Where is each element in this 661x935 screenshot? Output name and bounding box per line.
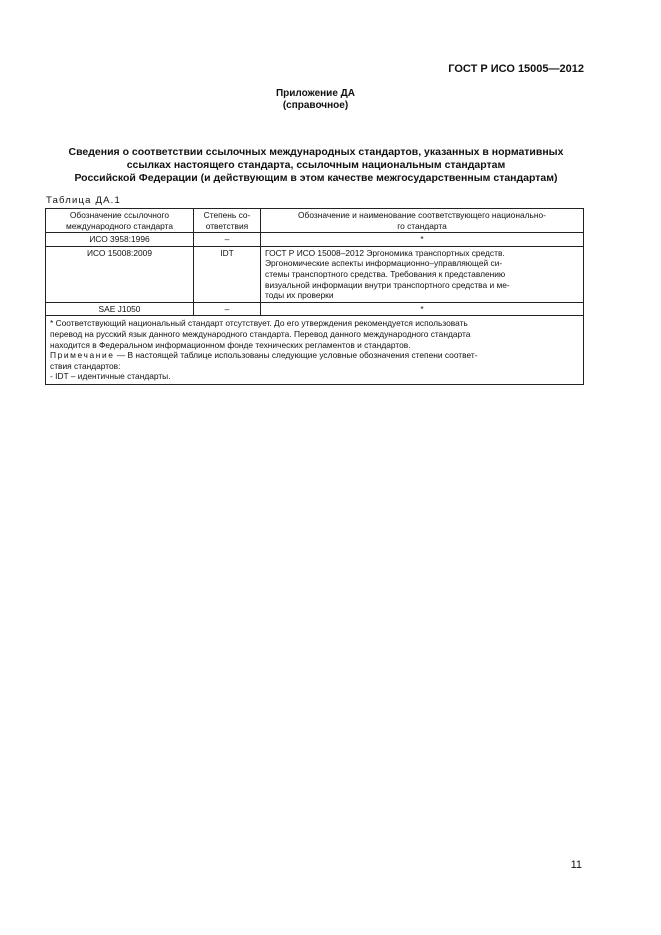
cell-national-standard: * bbox=[261, 302, 584, 316]
cell-degree: – bbox=[194, 233, 261, 247]
table-header-row bbox=[46, 209, 584, 233]
page-number: 11 bbox=[570, 859, 582, 871]
header-degree bbox=[194, 209, 261, 233]
table-footnote bbox=[46, 316, 584, 385]
table-footnote-row bbox=[46, 316, 584, 385]
cell-line: тоды их проверки bbox=[265, 290, 334, 301]
header-line: Обозначение и наименование соответствующего национально- bbox=[298, 210, 546, 220]
cell-national-standard: * bbox=[261, 233, 584, 247]
section-title bbox=[40, 146, 592, 185]
section-title-line: ссылках настоящего стандарта, ссылочным национальным стандартам bbox=[126, 159, 506, 171]
cell-ref-standard: SAE J1050 bbox=[46, 302, 194, 316]
table-row bbox=[46, 233, 584, 247]
cell-ref-standard: ИСО 3958:1996 bbox=[46, 233, 194, 247]
annex-subtitle: (справочное) bbox=[282, 100, 349, 111]
footnote-line: * Соответствующий национальный стандарт отсутствует. До его утверждения рекомендуется использовать bbox=[50, 318, 468, 329]
header-ref-standard bbox=[46, 209, 194, 233]
cell-line: ГОСТ Р ИСО 15008–2012 Эргономика транспортных средств. bbox=[265, 247, 505, 258]
cell-line: стемы транспортного средства. Требования к представлению bbox=[265, 268, 506, 279]
section-title-line: Сведения о соответствии ссылочных международных стандартов, указанных в нормативных bbox=[68, 146, 564, 158]
table-caption: Таблица ДА.1 bbox=[46, 195, 121, 206]
note-line: ствия стандартов: bbox=[50, 360, 121, 371]
document-code: ГОСТ Р ИСО 15005—2012 bbox=[448, 63, 584, 75]
header-national-standard bbox=[261, 209, 584, 233]
header-line: международного стандарта bbox=[65, 220, 174, 231]
header-line: Степень со- bbox=[203, 210, 251, 220]
cell-line: визуальной информации внутри транспортного средства и ме- bbox=[265, 279, 510, 290]
section-title-line: Российской Федерации (и действующим в этом качестве межгосударственным стандартам) bbox=[74, 172, 558, 184]
note-text: — В настоящей таблице использованы следующие условные обозначения степени соответ- bbox=[114, 350, 478, 361]
annex-title: Приложение ДА bbox=[275, 88, 356, 99]
footnote-line: находится в Федеральном информационном фонде технических регламентов и стандартов. bbox=[50, 339, 411, 350]
table-row bbox=[46, 246, 584, 302]
reference-standards-table bbox=[45, 208, 584, 385]
footnote-line: перевод на русский язык данного международного стандарта. Перевод данного международного стандарта bbox=[50, 328, 471, 339]
cell-degree: – bbox=[194, 302, 261, 316]
note-line bbox=[50, 350, 580, 361]
header-line: Обозначение ссылочного bbox=[69, 210, 170, 220]
note-line: - IDT – идентичные стандарты. bbox=[50, 371, 171, 382]
cell-ref-standard: ИСО 15008:2009 bbox=[46, 246, 194, 302]
cell-national-standard bbox=[261, 246, 584, 302]
header-line: го стандарта bbox=[397, 220, 447, 231]
cell-line: Эргономические аспекты информационно–управляющей си- bbox=[265, 258, 503, 269]
cell-degree: IDT bbox=[194, 246, 261, 302]
annex-heading bbox=[0, 88, 631, 112]
note-label: Примечание bbox=[50, 350, 115, 361]
table-row bbox=[46, 302, 584, 316]
header-line: ответствия bbox=[205, 220, 249, 231]
